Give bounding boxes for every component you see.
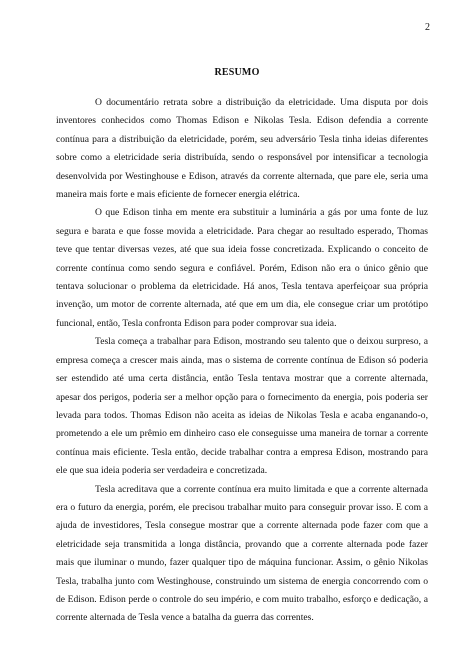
paragraph-4: Tesla acreditava que a corrente contínua era muito limitada e que a corrente alternada era o futuro da energia, porém, ele precisou trabalhar muito para conseguir provar isso. E com a ajuda de investidores, Tesla consegue mostrar que a corrente alternada pode fazer com que a eletricidade seja transmitida a longa distância, provando que a corrente alternada pode fazer mais que iluminar o mundo, fazer qualquer tipo de máquina funcionar. Assim, o gênio Nikolas Tesla, trabalha junto com Westinghouse, construindo um sistema de energia concorrendo com o de Edison. Edison perde o controle do seu império, e com muito trabalho, esforço e dedicação, a corrente alternada de Tesla vence a batalha da guerra das correntes. bbox=[56, 483, 428, 624]
page-number: 2 bbox=[425, 22, 430, 33]
paragraph-3: Tesla começa a trabalhar para Edison, mostrando seu talento que o deixou surpreso, a empresa começa a crescer mais ainda, mas o sistema de corrente contínua de Edison só poderia ser estendido até uma certa distância, então Tesla tentava mostrar que a corrente alternada, apesar dos perigos, poderia ser a melhor opção para o fornecimento da energia, pois poderia ser levada para todos. Thomas Edison não aceita as ideias de Nikolas Tesla e acaba enganando-o, prometendo a ele um prêmio em dinheiro caso ele conseguisse uma maneira de tornar a corrente contínua mais eficiente. Tesla então, decide trabalhar contra a empresa Edison, mostrando para ele que sua ideia poderia ser verdadeira e concretizada. bbox=[56, 336, 428, 477]
paragraph-1: O documentário retrata sobre a distribuição da eletricidade. Uma disputa por dois inventores conhecidos como Thomas Edison e Nikolas Tesla. Edison defendia a corrente contínua para a distribuição da eletricidade, porém, seu adversário Tesla tinha ideias diferentes sobre como a eletricidade seria distribuída, sendo o responsável por intensificar a tecnologia desenvolvida por Westinghouse e Edison, através da corrente alternada, que pare ele, seria uma maneira mais forte e mais eficiente de fornecer energia elétrica. bbox=[56, 97, 428, 201]
page-title: RESUMO bbox=[214, 67, 260, 78]
paragraph-2: O que Edison tinha em mente era substituir a luminária a gás por uma fonte de luz segura e barata e que fosse movida a eletricidade. Para chegar ao resultado esperado, Thomas teve que tentar diversas vezes, até que sua ideia fosse concretizada. Explicando o conceito de corrente contínua como sendo segura e confiável. Porém, Edison não era o único gênio que tentava solucionar o problema da eletricidade. Há anos, Tesla tentava aperfeiçoar sua própria invenção, um motor de corrente alternada, até que em um dia, ele consegue criar um protótipo funcional, então, Tesla confronta Edison para poder comprovar sua ideia. bbox=[56, 207, 428, 329]
body-text bbox=[56, 94, 428, 628]
